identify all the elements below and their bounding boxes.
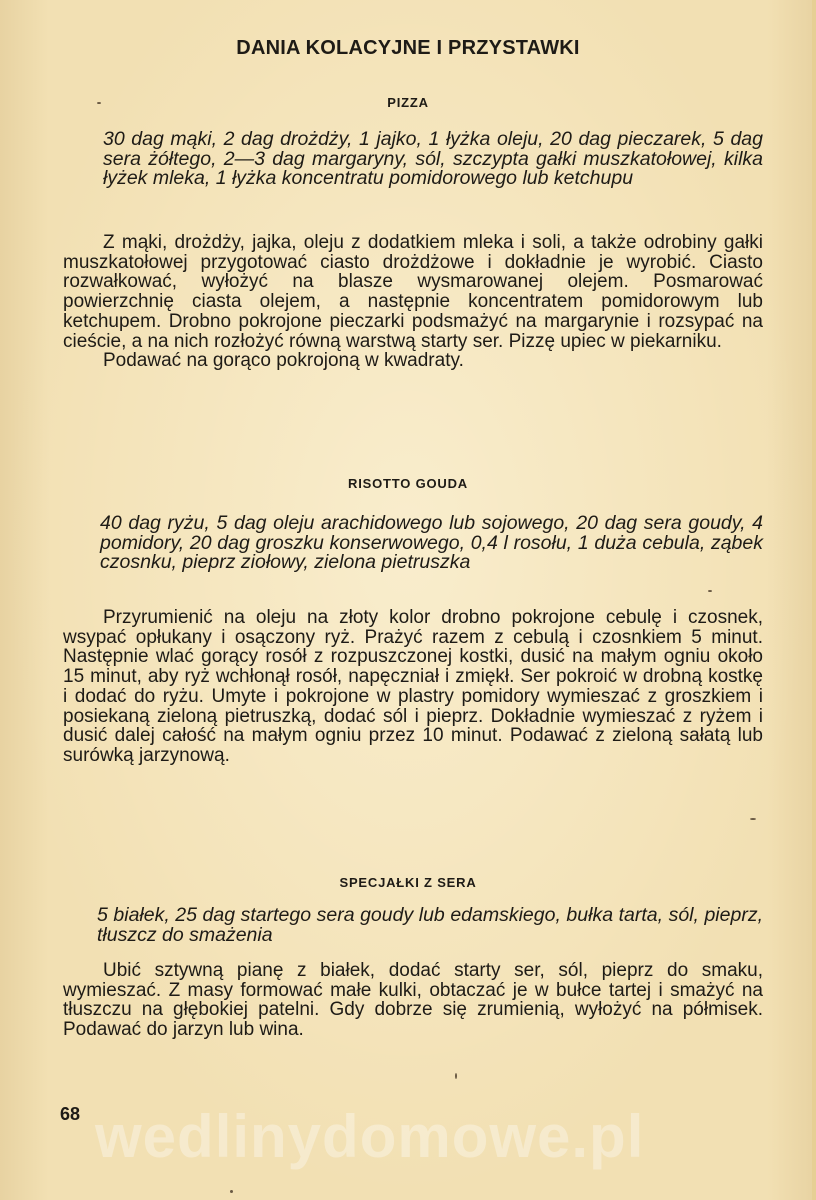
ingredients-risotto: 40 dag ryżu, 5 dag oleju arachidowego lub sojowego, 20 dag sera goudy, 4 pomidory, 20 dag groszku konserwowego, 0,4 l rosołu, 1 duża cebula, ząbek czosnku, pieprz ziołowy, zielona pietruszka: [100, 512, 763, 574]
method-paragraph: Z mąki, drożdży, jajka, oleju z dodatkiem mleka i soli, a także odrobiny gałki muszkatołowej przygotować ciasto drożdżowe i dokładnie je wyrobić. Ciasto rozwałkować, wyłożyć na blasze wysmarowanej olejem. Posmarować powierzchnię ciasta olejem, a następnie koncentratem pomidorowym lub ketchupem. Drobno pokrojone pieczarki podsmażyć na margarynie i rozsypać na cieście, a na nich rozłożyć równą warstwą starty ser. Pizzę upiec w piekarniku.: [63, 232, 763, 352]
recipe-title-pizza: PIZZA: [387, 95, 429, 110]
method-risotto: [63, 608, 763, 766]
scan-speck: [97, 102, 101, 104]
ingredients-pizza: 30 dag mąki, 2 dag drożdży, 1 jajko, 1 łyżka oleju, 20 dag pieczarek, 5 dag sera żółtego, 2—3 dag margaryny, sól, szczypta gałki muszkatołowej, kilka łyżek mleka, 1 łyżka koncentratu pomidorowego lub ketchupu: [103, 128, 763, 190]
ingredients-specjalki: 5 białek, 25 dag startego sera goudy lub edamskiego, bułka tarta, sól, pieprz, tłuszcz do smażenia: [97, 904, 763, 946]
scan-speck: [455, 1073, 457, 1079]
recipe-title-risotto: RISOTTO GOUDA: [348, 476, 468, 491]
scan-speck: [750, 818, 756, 820]
method-paragraph: Przyrumienić na oleju na złoty kolor drobno pokrojone cebulę i czosnek, wsypać opłukany i osączony ryż. Prażyć razem z cebulą i czosnkiem 5 minut. Następnie wlać gorący rosół z rozpuszczonej kostki, dusić na małym ogniu około 15 minut, aby ryż wchłonął rosół, napęczniał i zmiękł. Ser pokroić w drobną kostkę i dodać do ryżu. Umyte i pokrojone w plastry pomidory wymieszać z groszkiem i posiekaną zieloną pietruszką, dodać sól i pieprz. Dokładnie wymieszać z ryżem i dusić dalej całość na małym ogniu przez 10 minut. Podawać z zieloną sałatą lub surówką jarzynową.: [63, 607, 763, 766]
page-number: 68: [60, 1104, 81, 1124]
page-edge: [812, 0, 816, 1200]
watermark: wedlinydomowe.pl: [95, 1103, 645, 1170]
method-pizza: [63, 233, 763, 371]
method-specjalki: [63, 961, 763, 1040]
method-paragraph: Ubić sztywną pianę z białek, dodać starty ser, sól, pieprz do smaku, wymieszać. Z masy formować małe kulki, obtaczać je w bułce tartej i smażyć na tłuszczu na głębokiej patelni. Gdy dobrze się zrumienią, wyłożyć na półmisek. Podawać do jarzyn lub wina.: [63, 960, 763, 1041]
method-paragraph: Podawać na gorąco pokrojoną w kwadraty.: [103, 350, 464, 372]
recipe-title-specjalki: SPECJAŁKI Z SERA: [339, 875, 477, 890]
page-title: DANIA KOLACYJNE I PRZYSTAWKI: [236, 37, 580, 59]
scan-speck: [230, 1190, 233, 1193]
scan-speck: [708, 590, 712, 592]
